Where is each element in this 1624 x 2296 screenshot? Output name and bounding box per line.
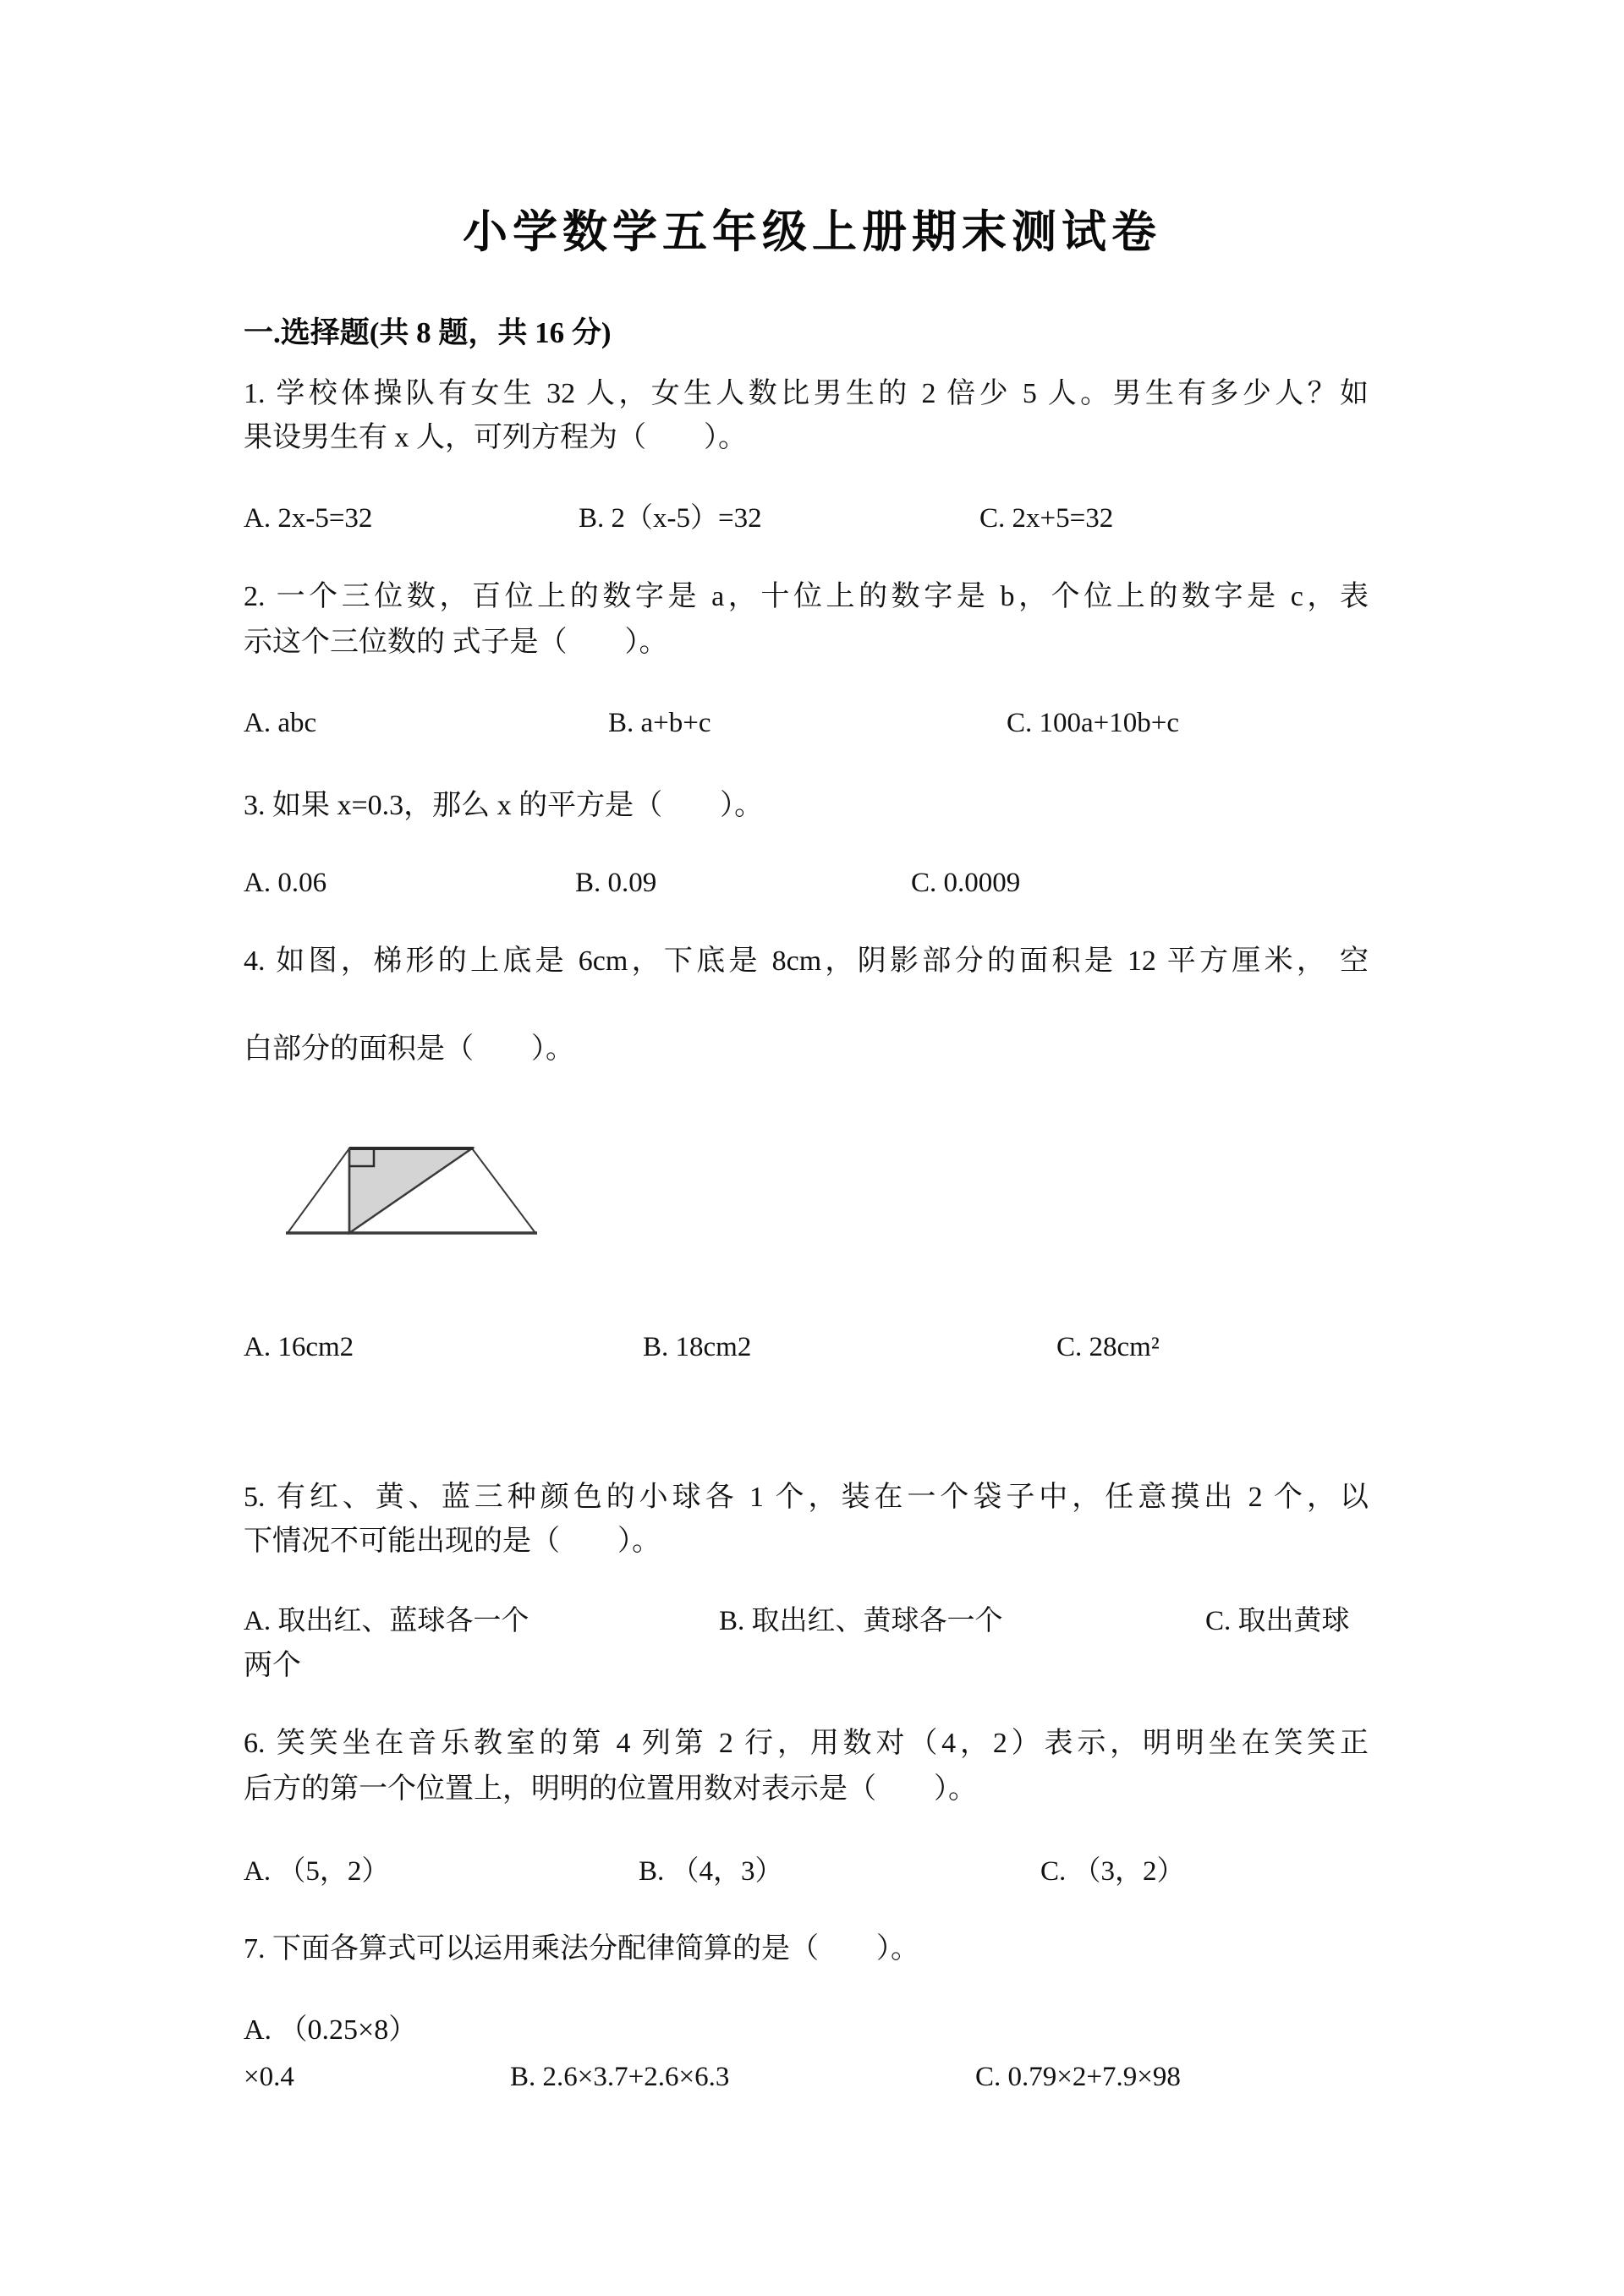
- question-2-option-c: C. 100a+10b+c: [1007, 708, 1180, 738]
- question-6-option-b: B. （4，3）: [639, 1856, 783, 1887]
- question-7-option-c: C. 0.79×2+7.9×98: [975, 2062, 1181, 2092]
- question-4-option-a: A. 16cm2: [244, 1332, 354, 1362]
- question-7-line-1: 7. 下面各算式可以运用乘法分配律简算的是（ ）。: [244, 1933, 919, 1964]
- question-4-line-1: 4. 如图，梯形的上底是 6cm，下底是 8cm，阴影部分的面积是 12 平方厘米， 空: [244, 945, 1369, 977]
- question-5-option-c: C. 取出黄球: [1205, 1606, 1350, 1636]
- question-2-option-a: A. abc: [244, 708, 317, 738]
- question-1-line-1: 1. 学校体操队有女生 32 人，女生人数比男生的 2 倍少 5 人。男生有多少人？如: [244, 378, 1369, 409]
- question-6-option-c: C. （3，2）: [1040, 1856, 1185, 1887]
- question-5-option-a: A. 取出红、蓝球各一个: [244, 1606, 529, 1636]
- question-6-options: [0, 1855, 1624, 1898]
- question-4-line-2: 白部分的面积是（ ）。: [244, 1033, 574, 1065]
- question-1-line-2: 果设男生有 x 人，可列方程为（ ）。: [244, 422, 747, 453]
- question-5-line-2: 下情况不可能出现的是（ ）。: [244, 1526, 661, 1557]
- question-6-line-1: 6. 笑笑坐在音乐教室的第 4 列第 2 行，用数对（4，2）表示，明明坐在笑笑正: [244, 1728, 1369, 1759]
- question-5-options: [0, 1605, 1624, 1647]
- question-3-options: [0, 867, 1624, 909]
- page-title: 小学数学五年级上册期末测试卷: [463, 208, 1161, 257]
- question-7-option-a-line-2: ×0.4: [244, 2062, 294, 2092]
- question-2-line-2: 示这个三位数的 式子是（ ）。: [244, 627, 668, 658]
- question-5-option-c-wrap: 两个: [244, 1650, 301, 1681]
- question-4-options: [0, 1331, 1624, 1373]
- question-1-option-b: B. 2（x-5）=32: [579, 503, 762, 534]
- question-1-option-c: C. 2x+5=32: [979, 503, 1114, 534]
- trapezoid-figure: [284, 1142, 538, 1238]
- question-3-option-c: C. 0.0009: [911, 868, 1021, 898]
- question-7-option-a-line-1: A. （0.25×8）: [244, 2014, 418, 2046]
- question-5-option-b: B. 取出红、黄球各一个: [719, 1606, 1003, 1636]
- question-4-option-b: B. 18cm2: [643, 1332, 752, 1362]
- question-2-line-1: 2. 一个三位数，百位上的数字是 a，十位上的数字是 b，个位上的数字是 c，表: [244, 581, 1369, 612]
- question-7-options: [0, 2061, 1624, 2103]
- question-3-option-a: A. 0.06: [244, 868, 327, 898]
- question-2-option-b: B. a+b+c: [608, 708, 711, 738]
- question-7-option-b: B. 2.6×3.7+2.6×6.3: [510, 2062, 730, 2092]
- question-5-line-1: 5. 有红、黄、蓝三种颜色的小球各 1 个，装在一个袋子中，任意摸出 2 个，以: [244, 1482, 1369, 1513]
- question-6-line-2: 后方的第一个位置上，明明的位置用数对表示是（ ）。: [244, 1773, 977, 1805]
- question-3-option-b: B. 0.09: [575, 868, 657, 898]
- question-1-option-a: A. 2x-5=32: [244, 503, 373, 534]
- question-2-options: [0, 707, 1624, 749]
- question-4-option-c: C. 28cm²: [1056, 1332, 1160, 1362]
- question-6-option-a: A. （5，2）: [244, 1856, 390, 1887]
- section-heading: 一.选择题(共 8 题，共 16 分): [244, 316, 612, 349]
- question-1-options: [0, 502, 1624, 545]
- question-3-line-1: 3. 如果 x=0.3，那么 x 的平方是（ ）。: [244, 790, 764, 821]
